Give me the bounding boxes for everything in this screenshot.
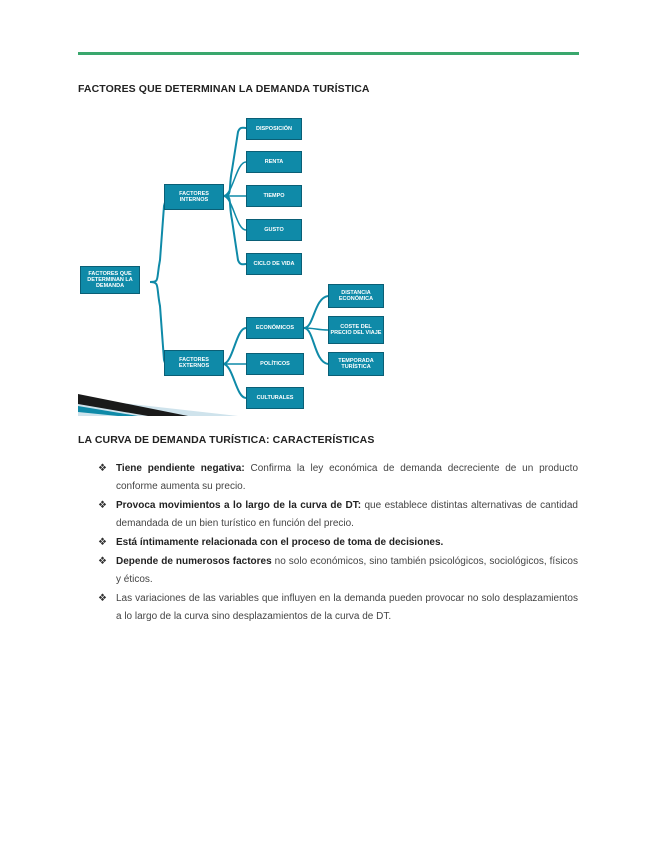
section-title-curva: LA CURVA DE DEMANDA TURÍSTICA: CARACTERÍSTICAS <box>78 434 375 446</box>
diamond-bullet-icon: ❖ <box>98 463 107 474</box>
node-temporada-turistica: TEMPORADA TURÍSTICA <box>328 352 384 376</box>
node-culturales: CULTURALES <box>246 387 304 409</box>
list-item: ❖ Tiene pendiente negativa: Confirma la ley económica de demanda decreciente de un producto conforme aumenta su precio. <box>98 460 578 496</box>
characteristics-list <box>98 460 578 627</box>
node-root: FACTORES QUE DETERMINAN LA DEMANDA <box>80 266 140 294</box>
list-item: ❖ Depende de numerosos factores no solo económicos, sino también psicológicos, sociológicos, físicos y éticos. <box>98 553 578 589</box>
section-title-factores: FACTORES QUE DETERMINAN LA DEMANDA TURÍSTICA <box>78 83 370 95</box>
node-coste-viaje: COSTE DEL PRECIO DEL VIAJE <box>328 316 384 344</box>
node-internal: FACTORES INTERNOS <box>164 184 224 210</box>
list-item: ❖ Las variaciones de las variables que influyen en la demanda pueden provocar no solo desplazamientos a lo largo de la curva sino desplazamientos de la curva de DT. <box>98 590 578 626</box>
node-economicos: ECONÓMICOS <box>246 317 304 339</box>
node-disposicion: DISPOSICIÓN <box>246 118 302 140</box>
node-ciclo-vida: CICLO DE VIDA <box>246 253 302 275</box>
diamond-bullet-icon: ❖ <box>98 537 107 548</box>
node-gusto: GUSTO <box>246 219 302 241</box>
node-renta: RENTA <box>246 151 302 173</box>
top-rule <box>78 52 579 55</box>
node-politicos: POLÍTICOS <box>246 353 304 375</box>
diamond-bullet-icon: ❖ <box>98 500 107 511</box>
node-distancia-economica: DISTANCIA ECONÓMICA <box>328 284 384 308</box>
list-item: ❖ Provoca movimientos a lo largo de la curva de DT: que establece distintas alternativas de cantidad demandada de un bien turístico en función del precio. <box>98 497 578 533</box>
diamond-bullet-icon: ❖ <box>98 556 107 567</box>
list-item: ❖ Está íntimamente relacionada con el proceso de toma de decisiones. <box>98 534 578 552</box>
node-external: FACTORES EXTERNOS <box>164 350 224 376</box>
diamond-bullet-icon: ❖ <box>98 593 107 604</box>
node-tiempo: TIEMPO <box>246 185 302 207</box>
factors-diagram <box>78 110 388 416</box>
